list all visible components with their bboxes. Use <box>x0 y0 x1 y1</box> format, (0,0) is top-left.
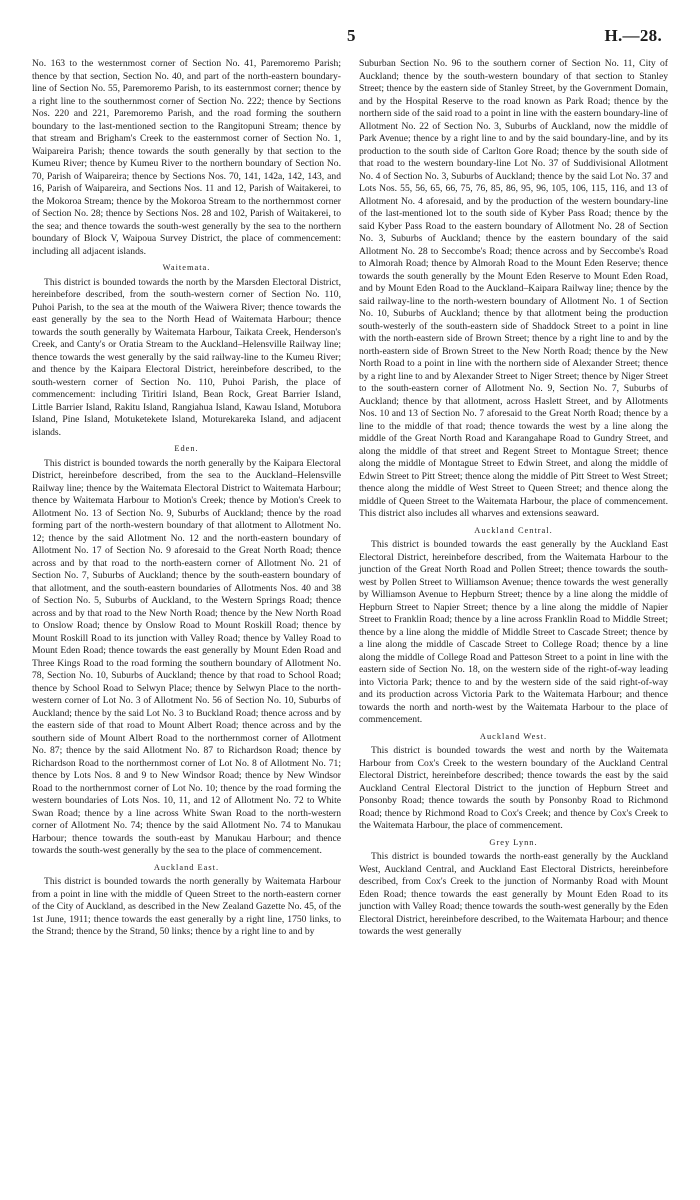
body-paragraph: This district is bounded towards the north-east generally by the Auckland West, Auckland Central, and Auckland East Electoral Districts, hereinbefore described, from Cox's Creek to the junction of Normanby Road with Mount Eden Road; thence towards the east generally by Mount Eden Road to its junction with Valley Road; thence towards the south-west generally by the Eden Electoral District, hereinbefore described, to the Waitemata Harbour; and thence towards the west generally <box>359 851 668 937</box>
body-paragraph: This district is bounded towards the west and north by the Waitemata Harbour from Cox's Creek to the western boundary of the Auckland Central Electoral District, hereinbefore described; thence towards the east by the said Auckland Central Electoral District to the junction of Hepburn Street and Ponsonby Road; thence towards the south by Ponsonby Road to Richmond Road; thence by Richmond Road to Cox's Creek; and thence by Cox's Creek to the Waitemata Harbour, the place of commencement. <box>359 745 668 831</box>
body-paragraph: This district is bounded towards the north generally by Waitemata Harbour from a point in line with the middle of Queen Street to the north-eastern corner of the City of Auckland, as described in the New Zealand Gazette No. 45, of the 1st June, 1911; thence towards the east generally by a right line, 1750 links, to the Strand; thence by the Strand, 50 links; thence by a right line to and by <box>32 876 341 937</box>
section-heading: Auckland Central. <box>474 525 553 535</box>
section-heading: Auckland East. <box>153 862 220 872</box>
page-number: 5 <box>347 26 356 45</box>
body-paragraph: No. 163 to the westernmost corner of Section No. 41, Paremoremo Parish; thence by that section, Section No. 40, and part of the north-eastern boundary-line of Section No. 55, Paremoremo Parish, to its easternmost corner; thence by a right line to the southernmost corner of Section No. 222; thence by Sections Nos. 220 and 221, Paremoremo Parish, and the road forming the southern boundary to the last-mentioned section to the Rangitopuni Stream; thence by that stream and Brigham's Creek to the easternmost corner of Section No. 1, Waipareira Parish; thence towards the south generally by that section to the Kumeu River; thence by Kumeu River to the northern boundary of Section No. 70, Parish of Waipareira; thence by Sections Nos. 70, 141, 142a, 142, 143, and 16, Parish of Waipareira, and Sections Nos. 11 and 12, Parish of Waitakerei, to the Mokoroa Stream; thence by the Mokoroa Stream to the northernmost corner of Section No. 28; thence by Sections Nos. 28 and 102, Parish of Waitakerei, to the sea; and thence towards the south-west generally by the sea to the northern boundary of Block V, Waipoua Survey District, the place of commencement: including all adjacent islands. <box>32 58 341 257</box>
body-paragraph: This district is bounded towards the east generally by the Auckland East Electoral District, hereinbefore described, from the Waitemata Harbour to the junction of the Great North Road and Pollen Street; thence towards the south-west by Pollen Street to Williamson Avenue; thence towards the west generally by Williamson Avenue to Hepburn Street; thence by a line along the middle of Hepburn Street to Napier Street; thence by a line along the middle of Napier Street to Franklin Road; thence by a line across Franklin Road to Middle Street; thence by a line along the middle of Middle Street to Cascade Street; thence by a line along the middle of Cascade Street to College Road; thence by a line along the middle of College Road and Patteson Street to a point in line with the eastern side of Section No. 18, on the western side of the right-of-way leading into Victoria Park; thence to and by the western side of the said right-of-way and its production across Victoria Park to the Waitemata Harbour; and thence towards the north and north-west by the Waitemata Harbour to the place of commencement. <box>359 539 668 725</box>
section-heading: Grey Lynn. <box>489 837 538 847</box>
body-paragraph: This district is bounded towards the north by the Marsden Electoral District, hereinbefore described, from the south-western corner of Section No. 110, Puhoi Parish, to the sea at the mouth of the Waiwera River; thence towards the east generally by the sea to the North Head of Waitemata Harbour; thence towards the south generally by Waitemata Harbour, Taikata Creek, Henderson's Creek, and Canty's or Oratia Stream to the Auckland–Helensville Railway line; thence towards the west generally by the said railway-line to the Kumeu River; and thence by the Kaipara Electoral District, hereinbefore described, to the south-western corner of Section No. 110, Puhoi Parish, the place of commencement: including Tiritiri Island, Bean Rock, Great Barrier Island, Little Barrier Island, Rakitu Island, Rangiahua Island, Kawau Island, Motubora Island, Pine Island, Motuketekete Island, Moturekareka Island, and adjacent islands. <box>32 276 341 438</box>
body-paragraph: This district is bounded towards the north generally by the Kaipara Electoral District, hereinbefore described, from the sea to the Auckland–Helensville Railway line; thence by the Waitemata Electoral District to Waitemata Harbour; thence by Waitemata Harbour to Motion's Creek; thence by Motion's Creek to Allotment No. 13 of Section No. 9, Suburbs of Auckland; thence by the road forming part of the north-western boundary of that allotment to Allotment No. 12; thence by the said Allotment No. 12 and the north-eastern boundary of Allotment No. 17 of Section No. 9 aforesaid to the Great North Road; thence across and by that road to the north-eastern corner of Allotment No. 21 of Section No. 7, Suburbs of Auckland; thence by the south-eastern boundary of that allotment, and the south-eastern boundaries of Allotments Nos. 40 and 38 of Section No. 5, Suburbs of Auckland, to the Western Springs Road; thence across and by that road to the New North Road; thence by the New North Road to Onslow Road; thence by Onslow Road to Mount Roskill Road; thence by Mount Roskill Road to its junction with Valley Road; thence by Valley Road to Mount Eden Road; thence towards the east generally by Mount Eden Road and Three Kings Road to the road forming the southern boundary of Allotment No. 78, Section No. 10, Suburbs of Auckland; thence by that road to School Road; thence by School Road to Selwyn Place; thence by Selwyn Place to the north-western corner of Lot No. 3 of Allotment No. 56 of Section No. 10, Suburbs of Auckland; thence by the said Lot No. 3 to Buckland Road; thence across and by the eastern side of that road to Mount Albert Road; thence across and by the southern side of Mount Albert Road to the northernmost corner of Allotment No. 87; thence by the said Allotment No. 87 to Richardson Road; thence by Richardson Road to the northernmost corner of Lot No. 8 of Allotment No. 71; thence by Lots Nos. 8 and 9 to New Windsor Road; thence by New Windsor Road to the northernmost corner of Lot No. 10; thence by the road forming the western boundaries of Lots Nos. 10, 11, and 12 of Allotment No. 72 to White Swan Road; thence by a line across White Swan Road to the north-western corner of Allotment No. 74; thence by the said Allotment No. 74 to Manukau Harbour; thence towards the south-east by Manukau Harbour; and thence towards the south-west generally by the sea to the place of commencement. <box>32 457 341 856</box>
body-paragraph: Suburban Section No. 96 to the southern corner of Section No. 11, City of Auckland; thence by the south-western boundary of that section to Stanley Street; thence by the eastern side of Stanley Street, by the Government Domain, and by the Hospital Reserve to the road known as Park Road; thence by the northern side of the said road to a point in line with the eastern boundary-line of Allotment No. 22 of Section No. 3, Suburbs of Auckland, now the middle of Park Avenue; thence by a right line to and by the said boundary-line, and by its production to the south side of Carlton Gore Road; thence by the south side of that road to the western boundary-line Lot No. 37 of Suddivisional Allotment No. 4 of Section No. 3, Suburbs of Auckland; thence by the said Lot No. 37 and Lots Nos. 55, 56, 65, 66, 75, 76, 85, 86, 95, 96, 105, 106, 115, 116, and 13 of Allotment No. 4 aforesaid, and by the production of the western boundary-line of the last-mentioned lot to the south side of Kyber Pass Road; thence by the said Kyber Pass Road to the eastern boundary of Allotment No. 28 of Section No. 3, Suburbs of Auckland; thence by the eastern boundary of the said Allotment No. 28 to Seccombe's Road; thence across and by Seccombe's Road to Almorah Road; thence by Almorah Road to the Mount Eden Reserve; thence towards the south generally by the Mount Eden Reserve to Mount Eden Road, and by Mount Eden Road to the Auckland–Kaipara Railway line; thence by the said railway-line to the north-western boundary of Allotment No. 1 of Section No. 10, Suburbs of Auckland; thence by that allotment being the production south-westerly of the south-eastern side of Shaddock Street to a point in line with the north-eastern side of Brown Street; thence by a right line to and by the north-eastern side of Brown Street to the New North Road; thence by the New North Road to a point in line with the northern side of Alexander Street; thence by a right line to and by Alexander Street to Niger Street; thence by Niger Street to the south-eastern corner of Allotment No. 9, Section No. 7, Suburbs of Auckland; thence by that allotment, across Haslett Street, and by Allotments Nos. 10 and 13 of Section No. 7 aforesaid to the Great North Road; thence by a line to the middle of that road; thence towards the west by a line along the middle of the Great North Road and Karangahape Road to Gundry Street, and along the middle of that street and Regent Street to Montague Street; thence along the middle of Montague Street to Edwin Street, and along the middle of Edwin Street to Pitt Street; thence along the middle of Pitt Street to West Street; thence along the middle of West Street to Queen Street; and thence along the middle of Queen Street to the Waitemata Harbour, the place of commencement. This district also includes all wharves and extensions seaward. <box>359 58 668 519</box>
page-header <box>0 26 700 46</box>
section-heading: Eden. <box>174 444 199 453</box>
left-column <box>32 58 341 939</box>
right-column <box>359 58 668 939</box>
section-heading: Auckland West. <box>479 731 548 741</box>
section-heading: Waitemata. <box>162 263 211 272</box>
document-reference: H.—28. <box>604 26 662 45</box>
